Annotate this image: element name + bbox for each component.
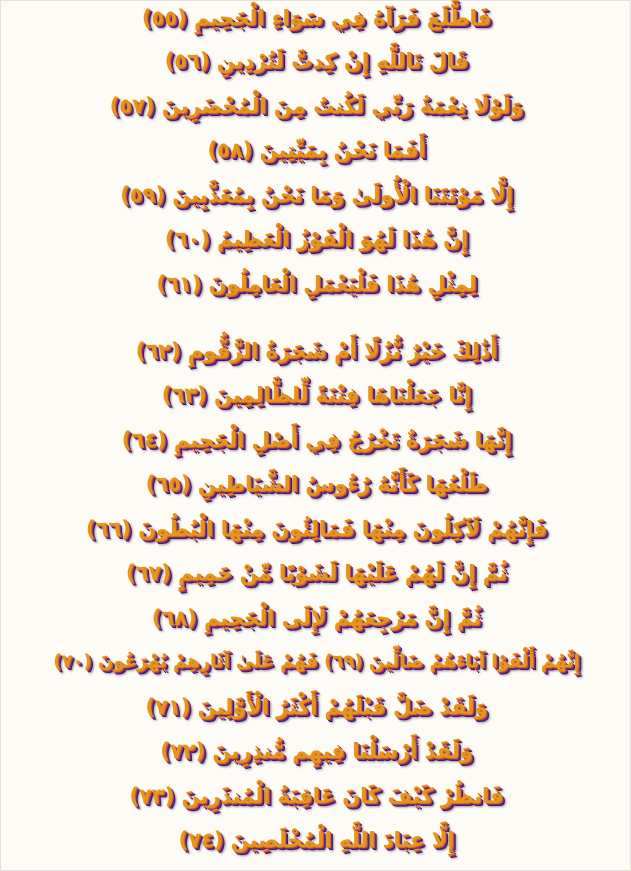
verse-67: ثُمَّ إِنَّ لَهُمْ عَلَيْهَا لَشَوْبًا مِّنْ حَمِيمٍ (٦٧) <box>125 561 508 585</box>
verse-64: إِنَّهَا شَجَرَةٌ تَخْرُجُ فِي أَصْلِ الْجَحِيمِ (٦٤) <box>121 428 512 452</box>
verse-66: فَإِنَّهُمْ لَآكِلُونَ مِنْهَا فَمَالِئُونَ مِنْهَا الْبُطُونَ (٦٦) <box>85 517 548 541</box>
verse-57: وَلَوْلَا نِعْمَةُ رَبِّي لَكُنتُ مِنَ الْمُحْضَرِينَ (٥٧) <box>109 94 524 118</box>
verse-62: أَذَٰلِكَ خَيْرٌ نُّزُلًا أَمْ شَجَرَةُ الزَّقُّومِ (٦٢) <box>135 339 498 363</box>
verse-72: وَلَقَدْ أَرْسَلْنَا فِيهِم مُّنذِرِينَ (٧٢) <box>160 739 473 763</box>
verse-71: وَلَقَدْ ضَلَّ قَبْلَهُمْ أَكْثَرُ الْأَوَّلِينَ (٧١) <box>145 695 488 719</box>
verse-61: لِمِثْلِ هَٰذَا فَلْيَعْمَلِ الْعَامِلُونَ (٦١) <box>156 272 477 296</box>
verse-63: إِنَّا جَعَلْنَاهَا فِتْنَةً لِّلظَّالِمِينَ (٦٣) <box>161 383 472 407</box>
verse-74: إِلَّا عِبَادَ اللَّهِ الْمُخْلَصِينَ (٧٤) <box>178 828 455 852</box>
verse-65: طَلْعُهَا كَأَنَّهُ رُءُوسُ الشَّيَاطِينِ (٦٥) <box>145 472 488 496</box>
verse-59: إِلَّا مَوْتَتَنَا الْأُولَىٰ وَمَا نَحْنُ بِمُعَذَّبِينَ (٥٩) <box>120 183 513 207</box>
verse-69-70: إِنَّهُمْ أَلْفَوْا آبَاءَهُمْ ضَالِّينَ (٦٩) فَهُمْ عَلَىٰ آثَارِهِمْ يُهْرَعُونَ (٧٠) <box>53 651 580 672</box>
verse-60: إِنَّ هَٰذَا لَهُوَ الْفَوْزُ الْعَظِيمُ (٦٠) <box>164 227 469 251</box>
verse-55: فَاطَّلَعَ فَرَآهُ فِي سَوَاءِ الْجَحِيمِ (٥٥) <box>141 6 492 30</box>
verse-56: قَالَ تَاللَّهِ إِنْ كِدتَّ لَتُرْدِينِ (٥٦) <box>164 49 469 73</box>
verse-68: ثُمَّ إِنَّ مَرْجِعَهُمْ لَإِلَى الْجَحِيمِ (٦٨) <box>151 606 482 630</box>
verse-73: فَانظُرْ كَيْفَ كَانَ عَاقِبَةُ الْمُنذَرِينَ (٧٣) <box>129 784 504 808</box>
verse-58: أَفَمَا نَحْنُ بِمَيِّتِينَ (٥٨) <box>207 138 426 162</box>
